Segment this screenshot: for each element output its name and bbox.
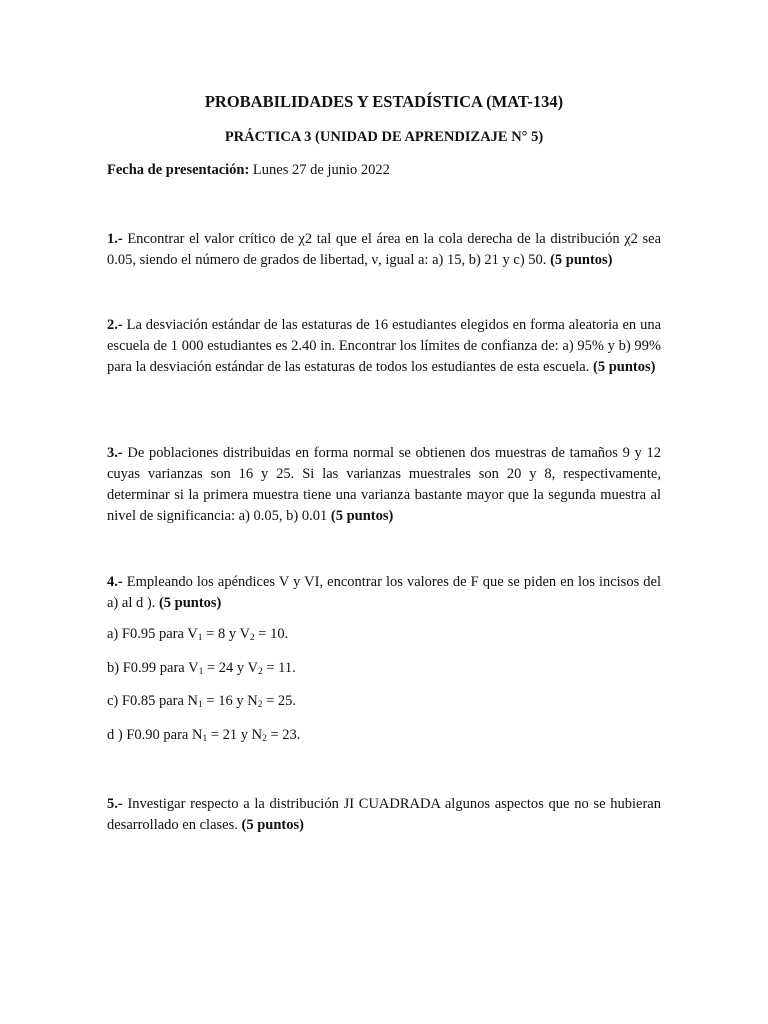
question-text: Investigar respecto a la distribución JI CUADRADA algunos aspectos que no se hubieran desarrollado en clases. [107, 796, 661, 833]
subitem-a: a) F0.95 para $V_1 = 8$ y $V_2 = 10$. [107, 626, 289, 643]
question-text: La desviación estándar de las estaturas de 16 estudiantes elegidos en forma aleatoria en una escuela de 1 000 estudiantes es 2.40 in. Encontrar los límites de confianza de: a) 95% y b) 99% para la desviación estándar de las estaturas de todos los estudiantes de esta escuela. [107, 317, 662, 375]
question-4 [107, 572, 661, 614]
question-number: 4.- [107, 574, 123, 590]
question-text: Encontrar el valor crítico de χ2 tal que el área en la cola derecha de la distribución χ2 sea 0.05, siendo el número de grados de libertad, ν, igual a: a) 15, b) 21 y c) 50. [107, 231, 662, 268]
question-1 [107, 229, 661, 271]
question-text: Empleando los apéndices V y VI, encontrar los valores de F que se piden en los incisos del a) al d ). [107, 574, 662, 611]
question-number: 5.- [107, 796, 123, 812]
question-points: (5 puntos) [592, 359, 656, 375]
question-number: 3.- [107, 445, 123, 461]
question-points: (5 puntos) [158, 595, 222, 611]
submission-date [107, 162, 390, 179]
date-value: Lunes 27 de junio 2022 [252, 162, 390, 178]
subitem-b: b) F0.99 para $V_1 = 24$ y $V_2 = 11$. [107, 660, 296, 677]
subitem-d: d ) F0.90 para $N_1 = 21$ y $N_2 = 23$. [107, 727, 301, 744]
question-points: (5 puntos) [550, 252, 613, 268]
question-text: De poblaciones distribuidas en forma normal se obtienen dos muestras de tamaños 9 y 12 cuyas varianzas son 16 y 25. Si las varianzas muestrales son 20 y 8, respectivamente, determinar si la primera muestra tiene una varianza bastante mayor que la segunda muestra al nivel de significancia: a) 0.05, b) 0.01 [107, 445, 661, 524]
question-5 [107, 794, 661, 836]
date-label: Fecha de presentación: [107, 162, 250, 178]
question-number: 1.- [107, 231, 123, 247]
question-points: (5 puntos) [330, 508, 394, 524]
question-points: (5 puntos) [241, 817, 304, 833]
document-title: PROBABILIDADES Y ESTADÍSTICA (MAT-134) [204, 92, 564, 111]
question-3 [107, 443, 661, 527]
question-2 [107, 315, 661, 378]
subitem-c: c) F0.85 para $N_1 = 16$ y $N_2 = 25$. [107, 693, 296, 710]
question-number: 2.- [107, 317, 123, 333]
document-subtitle: PRÁCTICA 3 (UNIDAD DE APRENDIZAJE N° 5) [224, 129, 544, 145]
